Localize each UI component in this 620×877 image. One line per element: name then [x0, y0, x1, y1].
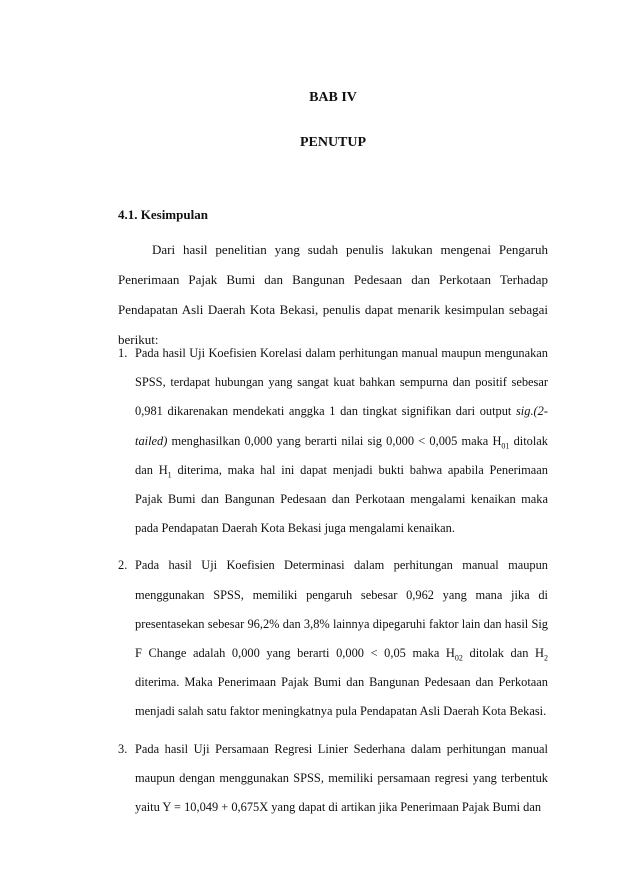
item-number: 1.	[118, 346, 128, 360]
conclusion-item-1	[118, 339, 548, 543]
item-text: diterima, maka hal ini dapat menjadi bukti bahwa apabila Penerimaan Pajak Bumi dan Bangunan Pedesaan dan Perkotaan mengalami kenaikan maka pada Pendapatan Daerah Kota Bekasi juga mengalami kenaikan.	[135, 462, 548, 536]
subscript: 2	[544, 653, 548, 663]
subscript: 02	[454, 653, 463, 663]
conclusion-list	[118, 339, 548, 830]
chapter-subtitle: PENUTUP	[299, 135, 367, 150]
subscript: 1	[167, 470, 172, 480]
chapter-title: BAB IV	[309, 90, 357, 105]
item-number: 2.	[118, 558, 128, 573]
item-text: Pada hasil Uji Persamaan Regresi Linier Sederhana dalam perhitungan manual maupun dengan menggunakan SPSS, memiliki persamaan regresi yang terbentuk yaitu Y = 10,049 + 0,675X yang dapat di artikan jika Penerimaan Pajak Bumi dan	[135, 741, 548, 815]
intro-paragraph: Dari hasil penelitian yang sudah penulis lakukan mengenai Pengaruh Penerimaan Pajak Bumi dan Bangunan Pedesaan dan Perkotaan Terhadap Pendapatan Asli Daerah Kota Bekasi, penulis dapat menarik kesimpulan sebagai berikut:	[118, 242, 548, 347]
item-text: menghasilkan 0,000 yang berarti nilai sig 0,000 < 0,005 maka H	[167, 433, 502, 448]
item-text: ditolak dan H	[462, 646, 544, 661]
conclusion-item-3	[118, 735, 548, 823]
subscript: 01	[501, 441, 510, 451]
section-heading: 4.1. Kesimpulan	[118, 207, 208, 222]
conclusion-item-2	[118, 551, 548, 726]
item-text: diterima. Maka Penerimaan Pajak Bumi dan Bangunan Pedesaan dan Perkotaan menjadi salah satu faktor meningkatnya pula Pendapatan Asli Daerah Kota Bekasi.	[135, 675, 548, 719]
item-text: Pada hasil Uji Koefisien Korelasi dalam perhitungan manual maupun mengunakan SPSS, terdapat hubungan yang sangat kuat bahkan sempurna dan positif sebesar 0,981 dikarenakan mendekati anggka 1 dan tingkat signifikan dari output	[135, 346, 548, 419]
item-text: ditolak dan H	[135, 433, 548, 477]
item-number: 3.	[118, 741, 128, 756]
item-text: Pada hasil Uji Koefisien Determinasi dalam perhitungan manual maupun menggunakan SPSS, memiliki pengaruh sebesar 0,962 yang mana jika di presentasekan sebesar 96,2% dan 3,8% lainnya dipegaruhi faktor lain dan hasil Sig F Change adalah 0,000 yang berarti 0,000 < 0,05 maka H	[135, 558, 548, 661]
item-italic-term: sig.(2-tailed)	[135, 404, 548, 448]
